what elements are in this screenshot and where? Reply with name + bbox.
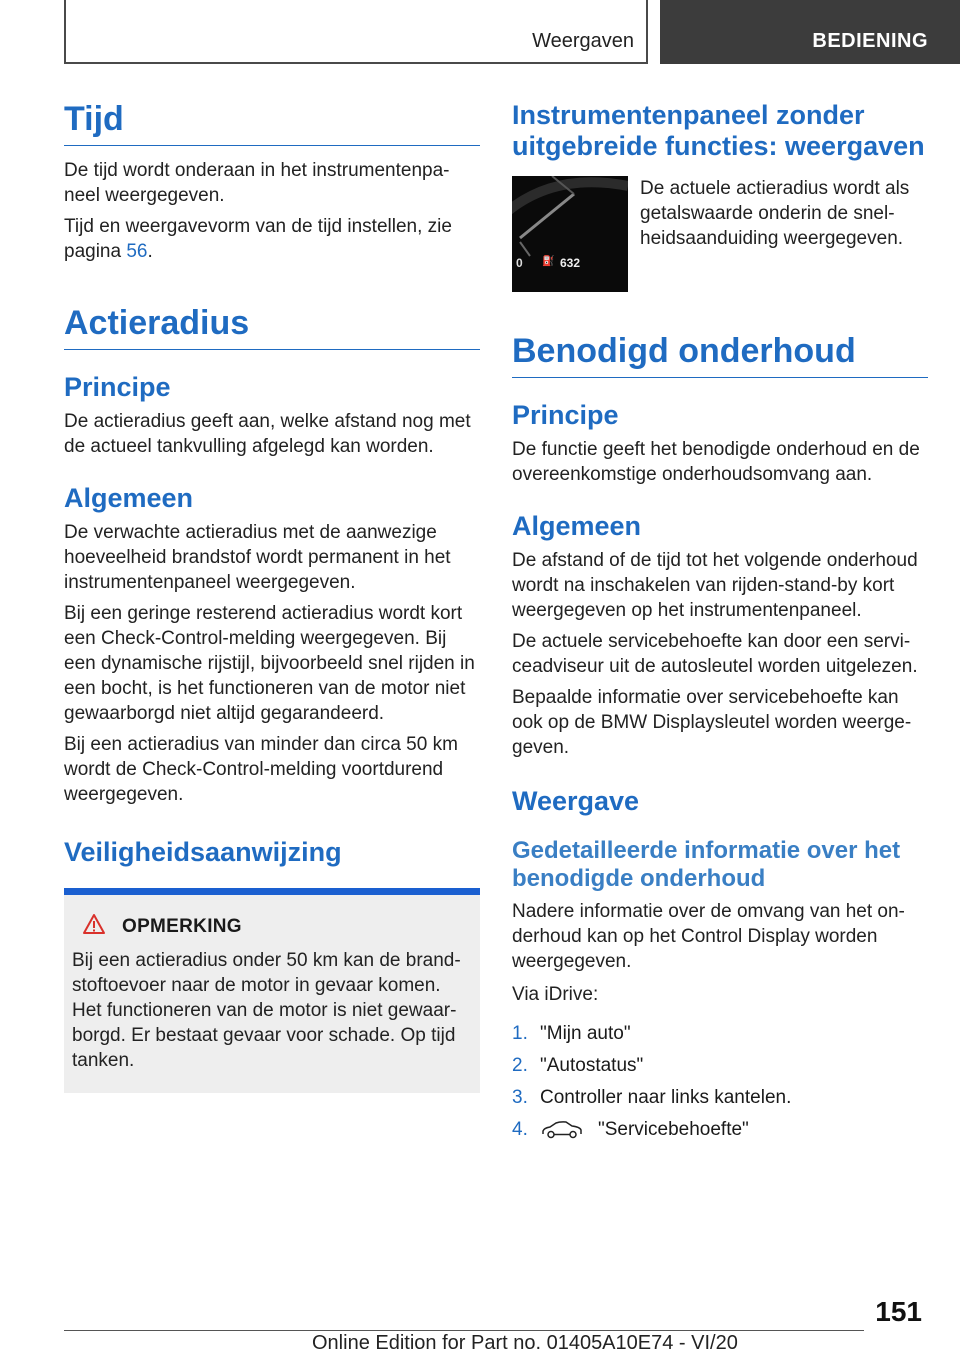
gauge-range-value: 632: [560, 256, 581, 270]
tijd-paragraph-2: [64, 214, 480, 264]
warning-text: Bij een actieradius onder 50 km kan de brand‐stoftoevoer naar de motor in gevaar komen. Het functioneren van de motor is niet gewaar‐borgd. Er bestaat gevaar voor schade. Op tijd tanken.: [72, 950, 461, 1071]
step-item: [512, 1021, 928, 1046]
step-text: "Mijn auto": [540, 1023, 631, 1044]
left-column: [64, 100, 480, 1093]
warning-title: [72, 913, 472, 940]
running-header: [64, 0, 648, 64]
heading-algemeen-onderhoud: Algemeen: [512, 511, 642, 541]
onderhoud-algemeen-paragraph-1: De afstand of de tijd tot het volgende onderhoud wordt na inschakelen van rijden-stand-by kort weergegeven op het instrumentenpaneel.: [512, 550, 918, 621]
step-number: 4.: [512, 1119, 528, 1140]
algemeen-paragraph-3: Bij een actieradius van minder dan circa 50 km wordt de Check-Control-melding voortdurend weergegeven.: [64, 734, 458, 805]
onderhoud-algemeen-paragraph-3: Bepaalde informatie over servicebehoefte kan ook op de BMW Displaysleutel worden weerge‐geven.: [512, 687, 912, 758]
heading-gedetailleerde-informatie: Gedetailleerde informatie over het benodigde onderhoud: [512, 837, 901, 892]
right-column: [512, 100, 928, 1149]
algemeen-paragraph-2: Bij een geringe resterend actieradius wordt kort een Check-Control-melding weergegeven. Bij een dynamische rijstijl, bijvoorbeeld snel rijden in een bocht, is het functioneren van de motor niet gewaarborgd niet altijd gegarandeerd.: [64, 603, 475, 724]
step-item: [512, 1085, 928, 1110]
chapter-tab: [660, 0, 960, 64]
edition-note: Online Edition for Part no. 01405A10E74 - VI/20: [312, 1332, 738, 1354]
step-text: "Autostatus": [540, 1055, 644, 1076]
heading-veiligheidsaanwijzing: Veiligheidsaanwijzing: [64, 837, 342, 867]
page-number: 151: [875, 1296, 922, 1327]
step-number: 1.: [512, 1023, 528, 1044]
step-item: [512, 1053, 928, 1078]
step-item: [512, 1117, 928, 1142]
chapter-title: BEDIENING: [812, 30, 928, 52]
tijd-paragraph-1: De tijd wordt onderaan in het instrumentenpa‐neel weergegeven.: [64, 160, 450, 206]
detail-paragraph-1: Nadere informatie over de omvang van het on‐derhoud kan op het Control Display worden weergegeven.: [512, 901, 905, 972]
heading-principe-onderhoud: Principe: [512, 400, 619, 430]
section-title: Weergaven: [532, 30, 634, 52]
step-text: "Servicebehoefte": [598, 1119, 749, 1140]
step-number: 2.: [512, 1055, 528, 1076]
warning-triangle-icon: [82, 913, 106, 940]
heading-algemeen: Algemeen: [64, 483, 194, 513]
warning-box: [64, 895, 480, 1093]
step-text: Controller naar links kantelen.: [540, 1087, 792, 1108]
heading-tijd: Tijd: [64, 100, 480, 146]
page-reference-link[interactable]: 56: [126, 241, 148, 262]
car-icon: [540, 1120, 584, 1140]
algemeen-paragraph-1: De verwachte actieradius met de aanwezige hoeveelheid brandstof wordt permanent in het instrumentenpaneel weergegeven.: [64, 522, 451, 593]
tijd-paragraph-2-text: Tijd en weergavevorm van de tijd instellen, zie pagina: [64, 216, 452, 262]
idrive-steps: [512, 1021, 928, 1142]
heading-weergave: Weergave: [512, 786, 640, 816]
instrument-cluster-image: [512, 176, 628, 292]
detail-paragraph-2: Via iDrive:: [512, 984, 599, 1005]
heading-actieradius: Actieradius: [64, 304, 480, 350]
onderhoud-algemeen-paragraph-2: De actuele servicebehoefte kan door een servi‐ceadviseur uit de autosleutel worden uitgelezen.: [512, 631, 918, 677]
footer-divider: [64, 1330, 864, 1331]
heading-benodigd-onderhoud: Benodigd onderhoud: [512, 332, 928, 378]
gauge-zero-label: 0: [516, 256, 523, 270]
warning-label: OPMERKING: [122, 915, 242, 937]
onderhoud-principe-paragraph: De functie geeft het benodigde onderhoud en de overeenkomstige onderhoudsomvang aan.: [512, 439, 920, 485]
tijd-paragraph-2-end: .: [147, 241, 153, 262]
heading-principe: Principe: [64, 372, 171, 402]
instrument-text: De actuele actieradius wordt als getalswaarde onderin de snel‐heidsaanduiding weergegeven.: [640, 178, 910, 249]
step-number: 3.: [512, 1087, 528, 1108]
fuel-pump-icon: ⛽: [542, 256, 555, 267]
principe-paragraph: De actieradius geeft aan, welke afstand nog met de actueel tankvulling afgelegd kan worden.: [64, 411, 471, 457]
warning-bar: [64, 888, 480, 895]
instrument-figure-row: [512, 176, 928, 292]
heading-instrumentenpaneel: Instrumentenpaneel zonder uitgebreide functies: weergaven: [512, 100, 925, 161]
